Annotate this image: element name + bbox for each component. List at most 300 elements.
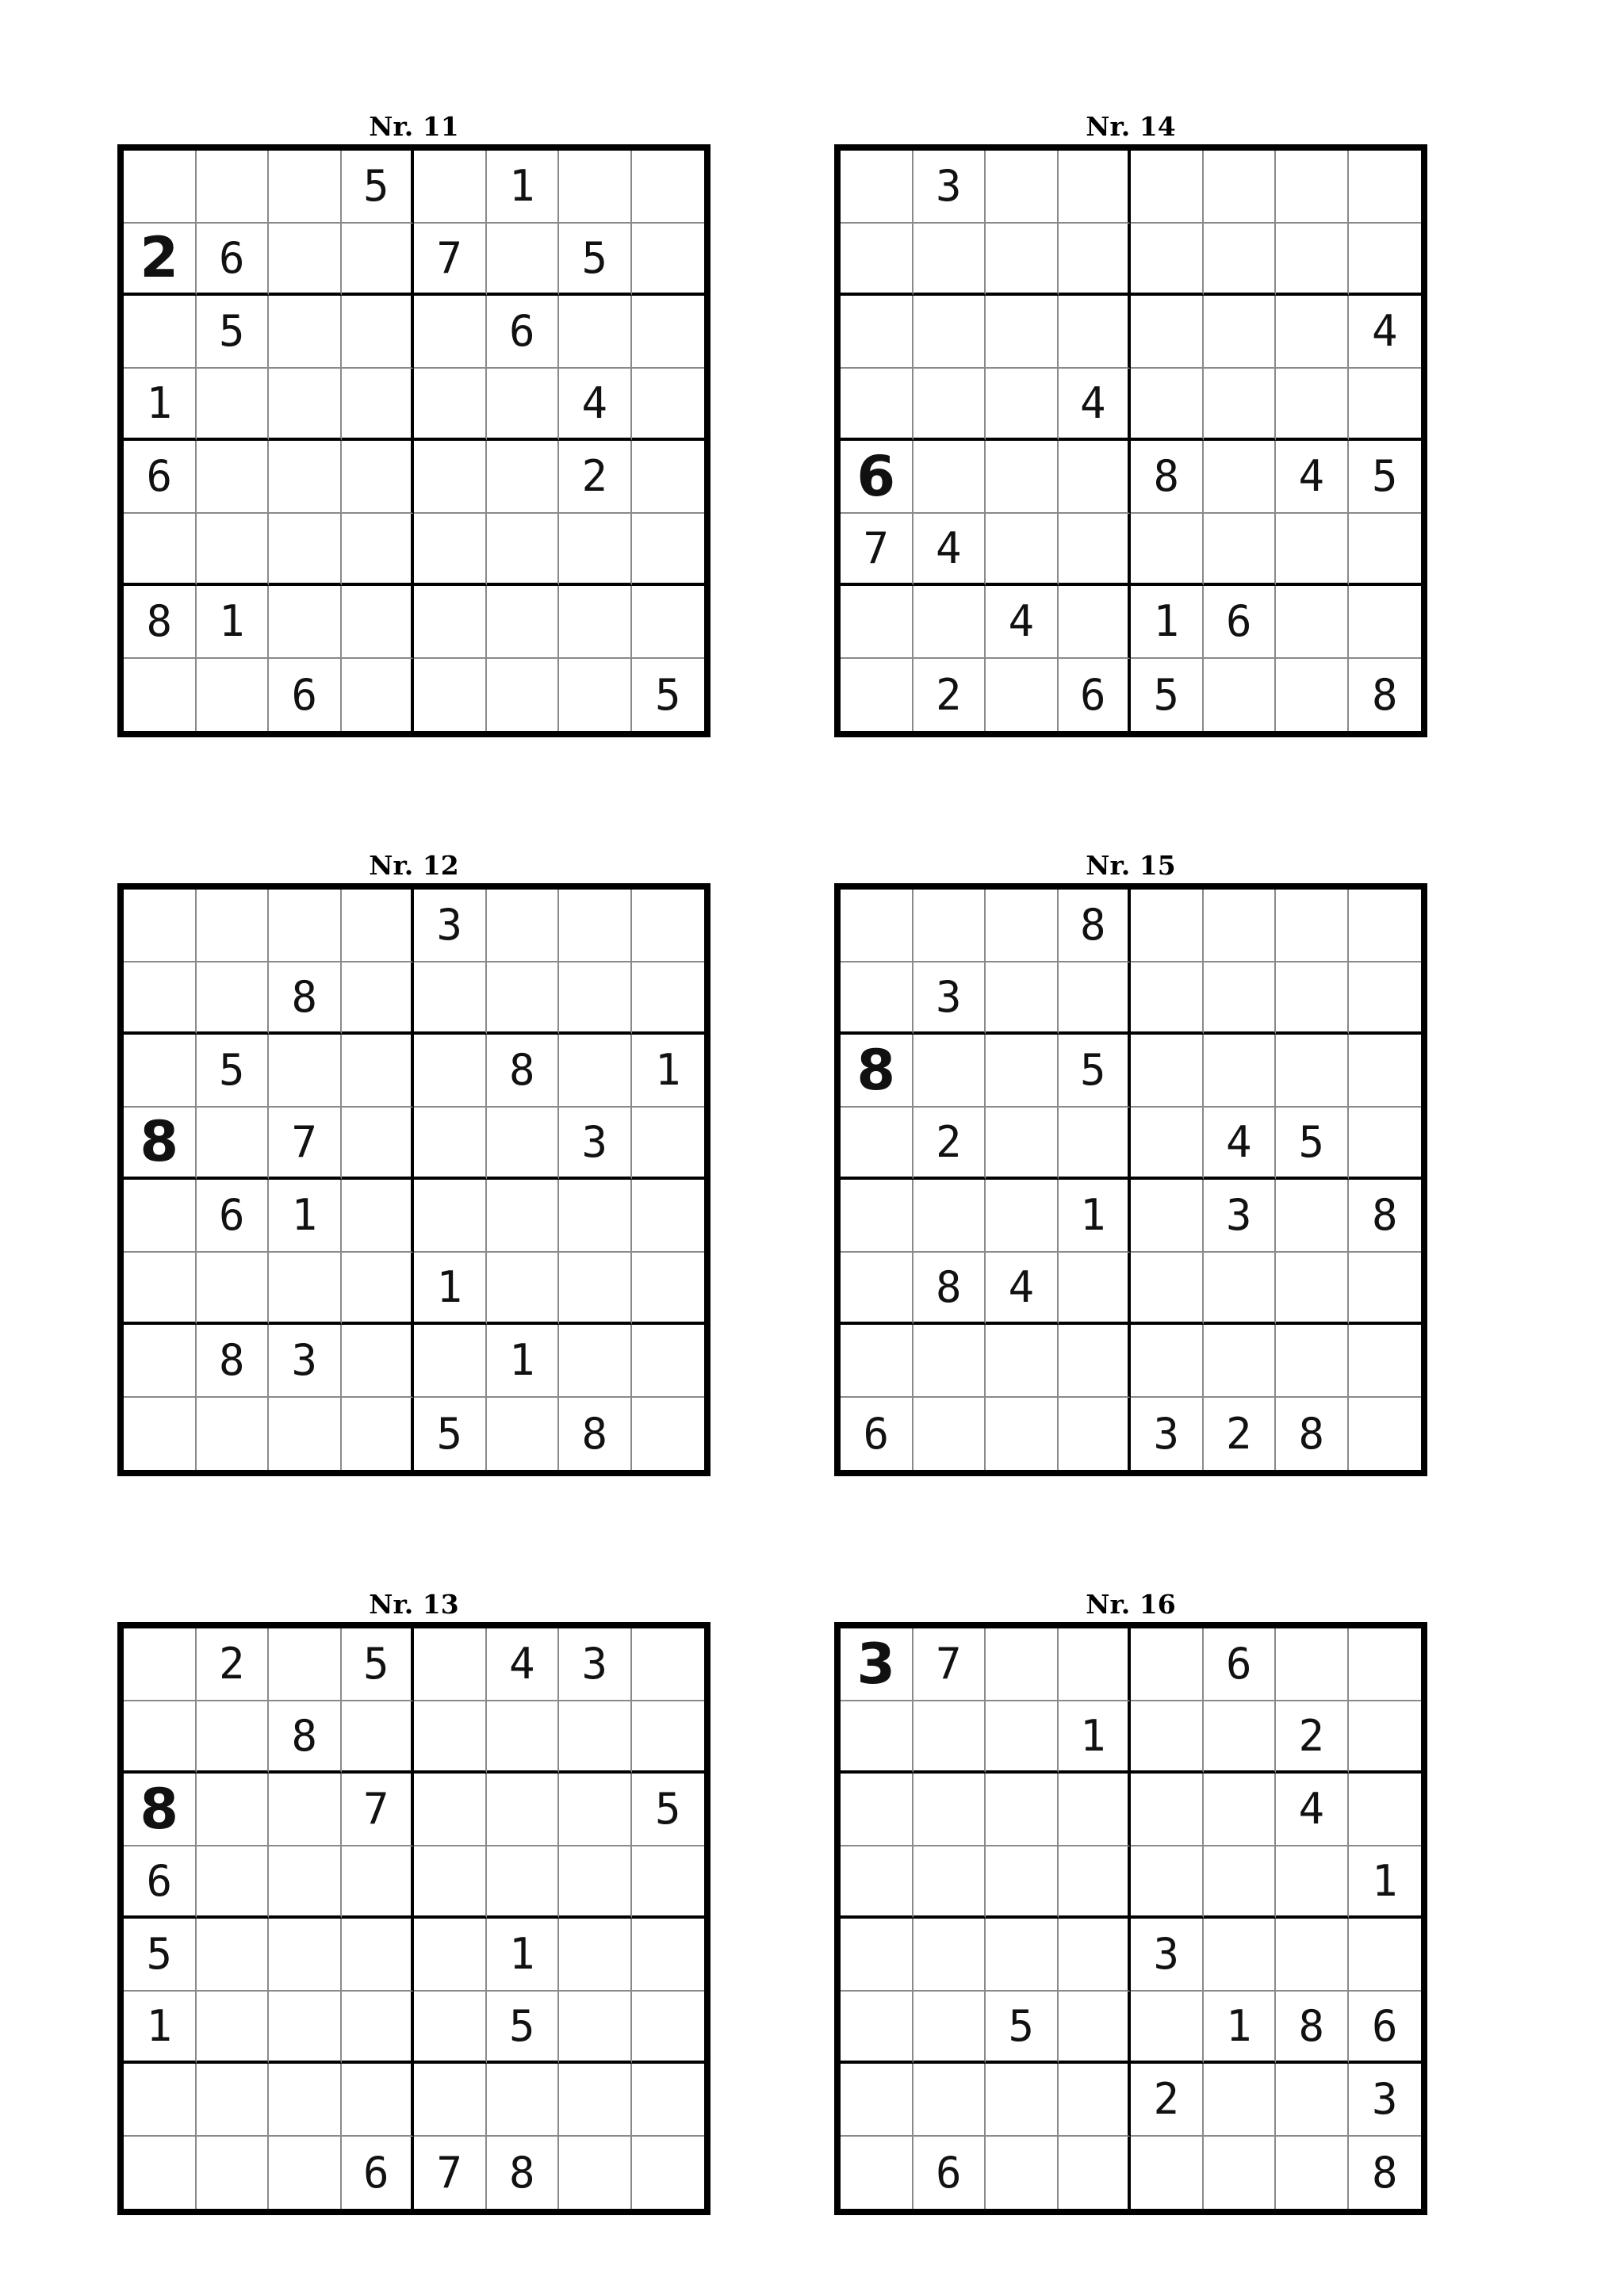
grid-cell: [342, 296, 415, 369]
grid-cell: [197, 962, 270, 1035]
grid-cell: [1349, 1774, 1422, 1846]
grid-cell: [632, 1701, 705, 1774]
grid-cell: [342, 441, 415, 514]
grid-cell: [1276, 1628, 1349, 1701]
grid-cell: [1204, 514, 1277, 587]
grid-cell: [841, 1180, 914, 1253]
grid-cell: 7: [841, 514, 914, 587]
grid-cell: 4: [559, 369, 632, 442]
grid-cell: 4: [914, 514, 986, 587]
grid-cell: [632, 962, 705, 1035]
grid-cell: [1276, 2064, 1349, 2137]
grid-cell: [914, 1992, 986, 2064]
grid-cell: [414, 369, 487, 442]
grid-cell: [124, 962, 197, 1035]
grid-cell: [559, 1774, 632, 1846]
grid-cell: [269, 1919, 342, 1992]
grid-cell: [1131, 1628, 1204, 1701]
grid-cell: [1204, 369, 1277, 442]
grid-cell: [632, 1180, 705, 1253]
grid-cell: 4: [986, 1253, 1059, 1326]
grid-cell: [1131, 1253, 1204, 1326]
sudoku-grid: [117, 883, 710, 1476]
grid-cell: 8: [269, 1701, 342, 1774]
grid-cell: 7: [269, 1108, 342, 1181]
grid-cell: 1: [269, 1180, 342, 1253]
grid-cell: [1204, 1253, 1277, 1326]
grid-cell: [487, 224, 560, 297]
grid-cell: [1131, 1701, 1204, 1774]
grid-cell: [632, 151, 705, 224]
sudoku-grid: [834, 144, 1427, 737]
grid-cell: [487, 1180, 560, 1253]
grid-cell: [1276, 369, 1349, 442]
grid-cell: [632, 890, 705, 962]
grid-cell: [342, 1846, 415, 1919]
grid-cell: 5: [654, 669, 681, 720]
grid-cell: [342, 962, 415, 1035]
grid-cell: [559, 1846, 632, 1919]
grid-cell: 1: [1349, 1846, 1422, 1919]
grid-cell: [1349, 586, 1422, 659]
grid-cell: [986, 1846, 1059, 1919]
grid-cell: 5: [1276, 1108, 1349, 1181]
grid-cell: 5: [124, 1919, 197, 1992]
grid-cell: [559, 659, 632, 732]
sudoku-puzzle-16: [834, 1587, 1427, 2215]
grid-cell: 1: [487, 151, 560, 224]
grid-cell: 4: [1204, 1108, 1277, 1181]
grid-cell: [1276, 151, 1349, 224]
grid-cell: [841, 1774, 914, 1846]
grid-cell: 7: [414, 2137, 487, 2210]
grid-cell: [559, 2137, 632, 2210]
grid-cell: [269, 1253, 342, 1326]
grid-cell: [914, 1846, 986, 1919]
grid-cell: [1276, 890, 1349, 962]
grid-cell: [559, 890, 632, 962]
grid-cell: [1349, 369, 1422, 442]
grid-cell: [342, 2064, 415, 2137]
grid-cell: [1349, 1253, 1422, 1326]
grid-cell: 5: [559, 224, 632, 297]
grid-cell: 7: [914, 1628, 986, 1701]
grid-cell: [414, 1701, 487, 1774]
grid-cell: [1131, 369, 1204, 442]
grid-cell: [1059, 962, 1132, 1035]
sudoku-puzzle-13: [117, 1587, 710, 2215]
grid-cell: [914, 224, 986, 297]
grid-cell: [269, 1774, 342, 1846]
grid-cell: [1131, 224, 1204, 297]
grid-cell: [124, 296, 197, 369]
grid-cell: [841, 1701, 914, 1774]
grid-cell: 3: [914, 962, 986, 1035]
grid-cell: [841, 1253, 914, 1326]
grid-cell: [124, 2064, 197, 2137]
grid-cell: [632, 586, 705, 659]
grid-cell: [1349, 514, 1422, 587]
grid-cell: 5: [342, 151, 415, 224]
sudoku-puzzle-14: [834, 109, 1427, 737]
grid-cell: [342, 1992, 415, 2064]
grid-cell: 8: [559, 1398, 632, 1471]
grid-cell: [632, 1398, 705, 1471]
grid-cell: [841, 586, 914, 659]
grid-cell: [986, 1774, 1059, 1846]
grid-cell: 4: [487, 1628, 560, 1701]
grid-cell: [124, 1398, 197, 1471]
grid-cell: [124, 1253, 197, 1326]
grid-cell: 5: [1131, 659, 1204, 732]
grid-cell: [1059, 514, 1132, 587]
grid-cell: [986, 369, 1059, 442]
grid-cell: [1204, 1035, 1277, 1108]
grid-cell: 8: [1276, 1398, 1349, 1471]
grid-cell: 7: [342, 1774, 415, 1846]
grid-cell: [841, 890, 914, 962]
grid-cell: [1349, 1108, 1422, 1181]
grid-cell: [841, 369, 914, 442]
grid-cell: [986, 2137, 1059, 2210]
grid-cell: [414, 659, 487, 732]
grid-cell: 6: [1059, 659, 1132, 732]
grid-cell: [342, 890, 415, 962]
sudoku-grid: [834, 1622, 1427, 2215]
grid-cell: [1204, 1701, 1277, 1774]
grid-cell: [414, 151, 487, 224]
grid-cell: [197, 890, 270, 962]
grid-cell: [1204, 441, 1277, 514]
grid-cell: [197, 1108, 270, 1181]
grid-cell: [1276, 224, 1349, 297]
grid-cell: [1059, 1253, 1132, 1326]
grid-cell: [269, 151, 342, 224]
grid-cell: [1276, 514, 1349, 587]
grid-cell: [1059, 1325, 1132, 1398]
grid-cell: [1349, 1398, 1422, 1471]
grid-cell: 6: [841, 441, 914, 514]
grid-cell: [914, 1398, 986, 1471]
grid-cell: 3: [1349, 2064, 1422, 2137]
grid-cell: [632, 1325, 705, 1398]
grid-cell: [269, 2064, 342, 2137]
grid-cell: 8: [1371, 669, 1398, 720]
grid-cell: [1276, 659, 1349, 732]
grid-cell: [1276, 296, 1349, 369]
grid-cell: 8: [1349, 1180, 1422, 1253]
grid-cell: [487, 659, 560, 732]
grid-cell: [269, 224, 342, 297]
grid-cell: [487, 586, 560, 659]
grid-cell: [986, 659, 1059, 732]
grid-cell: [841, 2137, 914, 2210]
grid-cell: [632, 296, 705, 369]
puzzle-title: Nr. 13: [369, 1589, 459, 1620]
grid-cell: [559, 296, 632, 369]
grid-cell: [559, 151, 632, 224]
grid-cell: [986, 1035, 1059, 1108]
grid-cell: 6: [1204, 586, 1277, 659]
grid-cell: [342, 1253, 415, 1326]
grid-cell: [1059, 1398, 1132, 1471]
grid-cell: [124, 2137, 197, 2210]
grid-cell: [986, 1919, 1059, 1992]
grid-cell: [914, 1774, 986, 1846]
grid-cell: [342, 1035, 415, 1108]
grid-cell: 3: [1131, 1398, 1204, 1471]
puzzle-title: Nr. 16: [1086, 1589, 1176, 1620]
grid-cell: [414, 962, 487, 1035]
grid-cell: [269, 2137, 342, 2210]
grid-cell: [269, 296, 342, 369]
grid-cell: [342, 1325, 415, 1398]
grid-cell: [414, 514, 487, 587]
grid-cell: [1204, 1846, 1277, 1919]
grid-cell: [342, 586, 415, 659]
grid-cell: 3: [559, 1108, 632, 1181]
grid-cell: [414, 1035, 487, 1108]
grid-cell: [342, 659, 415, 732]
grid-cell: [1204, 296, 1277, 369]
grid-cell: [914, 1701, 986, 1774]
grid-cell: [986, 1108, 1059, 1181]
grid-cell: [487, 369, 560, 442]
grid-cell: [342, 1919, 415, 1992]
grid-cell: [1349, 890, 1422, 962]
grid-cell: [487, 1846, 560, 1919]
grid-cell: [986, 1325, 1059, 1398]
grid-cell: 1: [487, 1919, 560, 1992]
grid-cell: [414, 2064, 487, 2137]
grid-cell: 1: [414, 1253, 487, 1326]
grid-cell: [841, 1919, 914, 1992]
grid-cell: [487, 1398, 560, 1471]
grid-cell: [1059, 441, 1132, 514]
grid-cell: [487, 2064, 560, 2137]
grid-cell: [269, 1628, 342, 1701]
grid-cell: [914, 586, 986, 659]
grid-cell: 3: [559, 1628, 632, 1701]
grid-cell: [1204, 1919, 1277, 1992]
grid-cell: [841, 296, 914, 369]
grid-cell: [1204, 1774, 1277, 1846]
grid-cell: 5: [197, 1035, 270, 1108]
grid-cell: 3: [1131, 1919, 1204, 1992]
grid-cell: [414, 1919, 487, 1992]
sudoku-grid: [834, 883, 1427, 1476]
grid-cell: 3: [914, 151, 986, 224]
grid-cell: [841, 1992, 914, 2064]
puzzle-title: Nr. 11: [369, 111, 459, 142]
sudoku-puzzle-11: [117, 109, 710, 737]
grid-cell: [197, 1253, 270, 1326]
grid-cell: [1276, 586, 1349, 659]
grid-cell: 3: [414, 890, 487, 962]
grid-cell: 8: [1131, 441, 1204, 514]
sudoku-grid: [117, 144, 710, 737]
grid-cell: [1059, 586, 1132, 659]
grid-cell: 6: [124, 441, 197, 514]
grid-cell: [487, 1108, 560, 1181]
grid-cell: [197, 369, 270, 442]
grid-cell: 2: [1276, 1701, 1349, 1774]
grid-cell: [1349, 1628, 1422, 1701]
grid-cell: [269, 514, 342, 587]
grid-cell: 5: [1349, 441, 1422, 514]
grid-cell: [487, 1774, 560, 1846]
puzzle-title: Nr. 14: [1086, 111, 1176, 142]
grid-cell: [124, 890, 197, 962]
grid-cell: 2: [1131, 2064, 1204, 2137]
grid-cell: [197, 2137, 270, 2210]
grid-cell: [632, 1846, 705, 1919]
grid-cell: [414, 1180, 487, 1253]
grid-cell: [1131, 1774, 1204, 1846]
grid-cell: 6: [1204, 1628, 1277, 1701]
grid-cell: [197, 1774, 270, 1846]
grid-cell: [487, 514, 560, 587]
grid-cell: [841, 1846, 914, 1919]
grid-cell: 3: [1204, 1180, 1277, 1253]
grid-cell: [1131, 296, 1204, 369]
grid-cell: [1059, 2137, 1132, 2210]
grid-cell: [342, 1108, 415, 1181]
grid-cell: [1204, 224, 1277, 297]
grid-cell: [269, 1846, 342, 1919]
grid-cell: 8: [914, 1253, 986, 1326]
grid-cell: 2: [197, 1628, 270, 1701]
grid-cell: [342, 514, 415, 587]
grid-cell: [632, 224, 705, 297]
grid-cell: 4: [1059, 369, 1132, 442]
grid-cell: [414, 1992, 487, 2064]
grid-cell: [124, 1701, 197, 1774]
grid-cell: 8: [124, 1108, 197, 1181]
grid-cell: 1: [1059, 1180, 1132, 1253]
grid-cell: [632, 514, 705, 587]
grid-cell: [559, 2064, 632, 2137]
grid-cell: [342, 224, 415, 297]
grid-cell: [197, 151, 270, 224]
grid-cell: 6: [197, 224, 270, 297]
grid-cell: [1276, 1846, 1349, 1919]
grid-cell: [124, 1628, 197, 1701]
grid-cell: 4: [986, 586, 1059, 659]
grid-cell: [1349, 1919, 1422, 1992]
grid-cell: [841, 962, 914, 1035]
grid-cell: [632, 1628, 705, 1701]
grid-cell: [269, 1992, 342, 2064]
grid-cell: [559, 586, 632, 659]
grid-cell: 3: [269, 1325, 342, 1398]
grid-cell: [1276, 962, 1349, 1035]
grid-cell: [632, 1992, 705, 2064]
grid-cell: 6: [124, 1846, 197, 1919]
grid-cell: 8: [487, 2137, 560, 2210]
sudoku-puzzle-12: [117, 848, 710, 1476]
grid-cell: [269, 1398, 342, 1471]
grid-cell: [414, 296, 487, 369]
grid-cell: [559, 962, 632, 1035]
grid-cell: 8: [1276, 1992, 1349, 2064]
grid-cell: [914, 441, 986, 514]
grid-cell: [986, 1180, 1059, 1253]
grid-cell: [632, 441, 705, 514]
grid-cell: 3: [841, 1628, 914, 1701]
grid-cell: [414, 1108, 487, 1181]
grid-cell: [1059, 296, 1132, 369]
grid-cell: [559, 1919, 632, 1992]
grid-cell: [1131, 1035, 1204, 1108]
grid-cell: [841, 2064, 914, 2137]
grid-cell: [1276, 2137, 1349, 2210]
grid-cell: 5: [197, 296, 270, 369]
sudoku-grid: [117, 1622, 710, 2215]
grid-cell: [914, 1325, 986, 1398]
grid-cell: [986, 2064, 1059, 2137]
grid-cell: 1: [124, 1992, 197, 2064]
grid-cell: [914, 2064, 986, 2137]
grid-cell: [197, 441, 270, 514]
grid-cell: 2: [1204, 1398, 1277, 1471]
grid-cell: 1: [1204, 1992, 1277, 2064]
grid-cell: [986, 890, 1059, 962]
grid-cell: [1131, 1992, 1204, 2064]
grid-cell: [1349, 1701, 1422, 1774]
grid-cell: [1204, 2064, 1277, 2137]
grid-cell: [1131, 890, 1204, 962]
grid-cell: 1: [197, 586, 270, 659]
grid-cell: [1059, 1919, 1132, 1992]
grid-cell: [197, 1919, 270, 1992]
grid-cell: [124, 659, 197, 732]
grid-cell: 6: [487, 296, 560, 369]
grid-cell: [487, 1253, 560, 1326]
grid-cell: 8: [124, 586, 197, 659]
grid-cell: [1131, 1108, 1204, 1181]
grid-cell: [1059, 2064, 1132, 2137]
grid-cell: [124, 1180, 197, 1253]
grid-cell: 6: [914, 2137, 986, 2210]
grid-cell: 2: [914, 1108, 986, 1181]
grid-cell: [124, 514, 197, 587]
grid-cell: [1349, 962, 1422, 1035]
grid-cell: [1204, 2137, 1277, 2210]
grid-cell: [269, 890, 342, 962]
grid-cell: [1131, 1846, 1204, 1919]
grid-cell: [1204, 962, 1277, 1035]
grid-cell: [986, 151, 1059, 224]
grid-cell: 6: [1349, 1992, 1422, 2064]
grid-cell: [632, 369, 705, 442]
grid-cell: [342, 1701, 415, 1774]
grid-cell: 8: [197, 1325, 270, 1398]
grid-cell: [1059, 1846, 1132, 1919]
grid-cell: [1276, 1325, 1349, 1398]
grid-cell: 1: [632, 1035, 705, 1108]
puzzle-title: Nr. 12: [369, 850, 459, 881]
grid-cell: [1131, 1180, 1204, 1253]
grid-cell: [414, 1774, 487, 1846]
grid-cell: 2: [124, 224, 197, 297]
grid-cell: [914, 1180, 986, 1253]
grid-cell: [1059, 1774, 1132, 1846]
grid-cell: [197, 1846, 270, 1919]
grid-cell: [1204, 659, 1277, 732]
grid-cell: [1131, 151, 1204, 224]
grid-cell: [197, 2064, 270, 2137]
